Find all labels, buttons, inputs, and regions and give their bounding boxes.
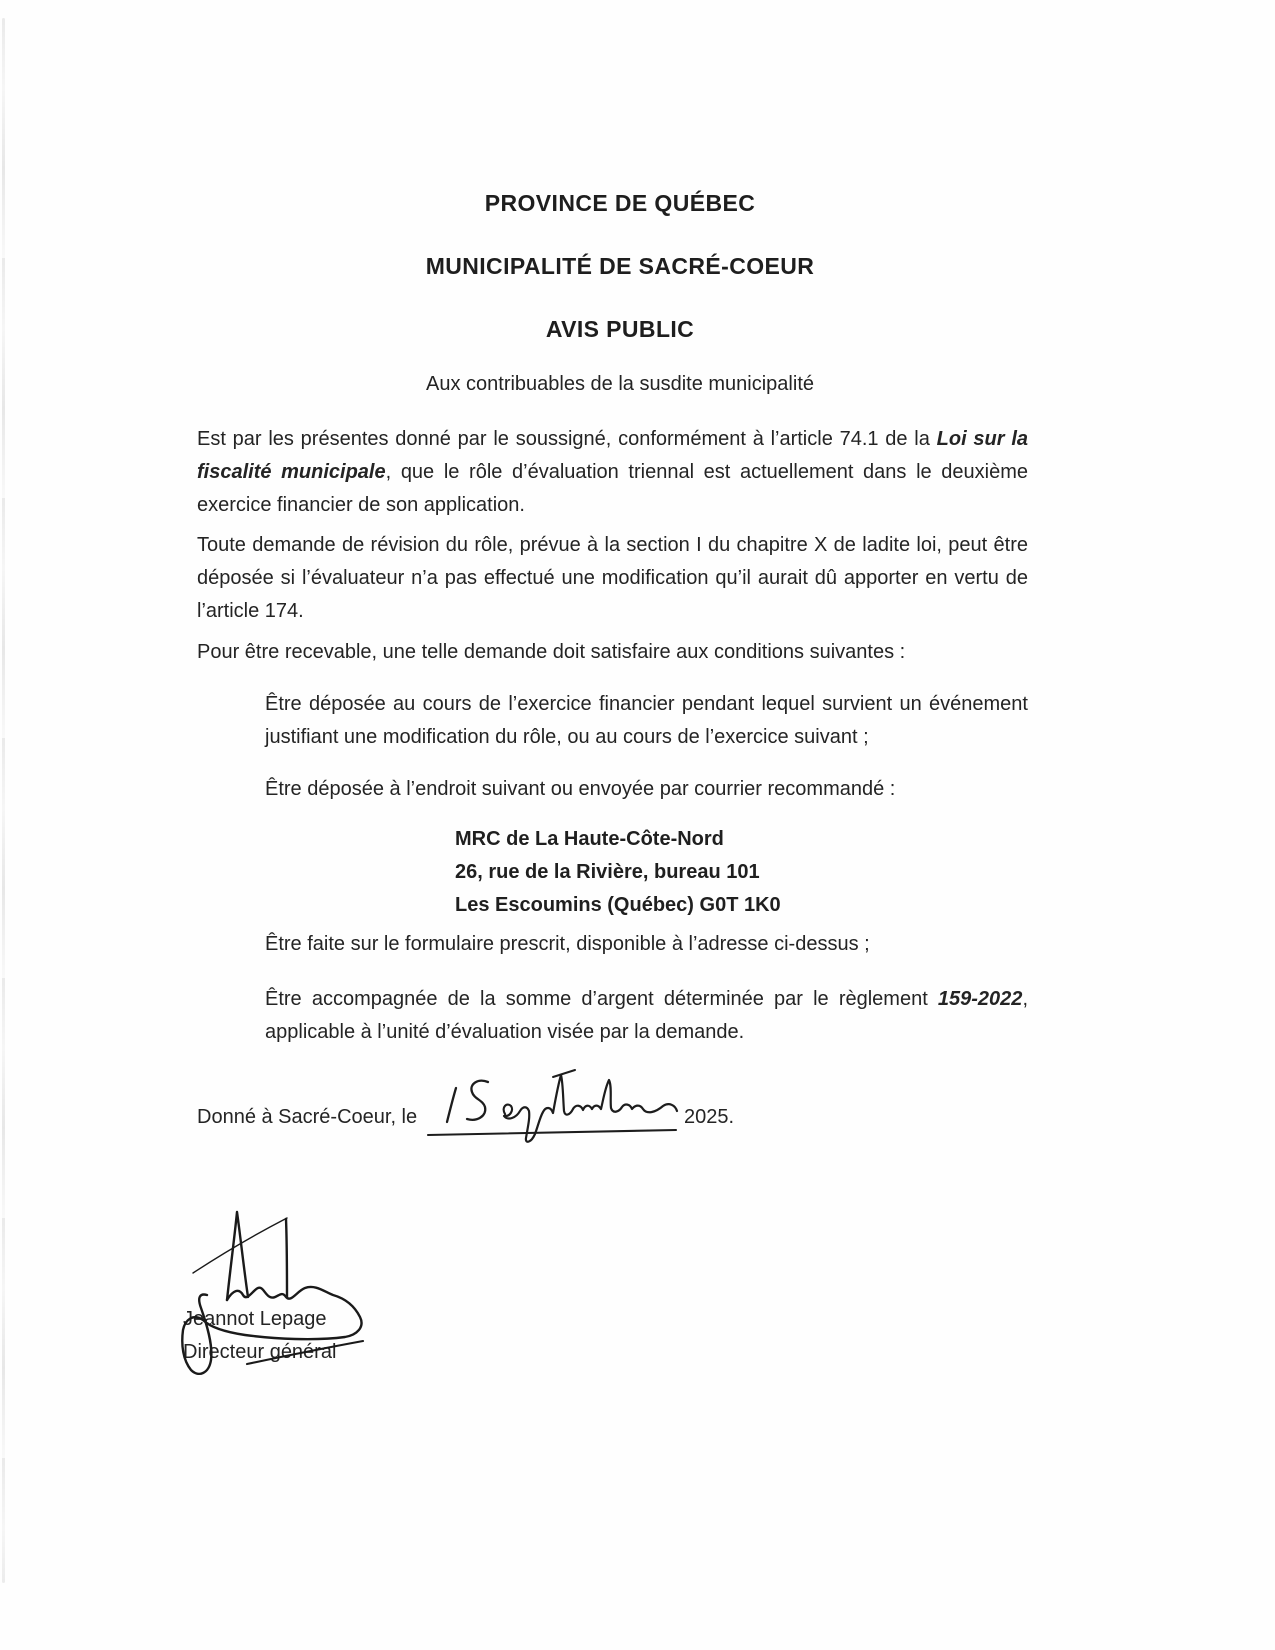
intro-text-after: , que le rôle d’évaluation triennal est actuellement dans le deuxième exercice financier de son application. (197, 461, 1029, 516)
condition-timing: Être déposée au cours de l’exercice financier pendant lequel survient un événement justifiant une modification du rôle, ou au cours de l’exercice suivant ; (265, 693, 1028, 748)
dateline-year: 2025. (684, 1106, 735, 1128)
payment-text-before: Être accompagnée de la somme d’argent déterminée par le règlement (265, 988, 938, 1010)
header-province: PROVINCE DE QUÉBEC (484, 190, 756, 216)
address-block (455, 823, 781, 922)
intro-text-before: Est par les présentes donné par le soussigné, conformément à l’article 74.1 de la (197, 428, 937, 450)
address-line-3: Les Escoumins (Québec) G0T 1K0 (455, 894, 781, 916)
signer-title: Directeur général (183, 1341, 337, 1363)
intro-law-title: Loi sur la fiscalité municipale (197, 428, 1028, 483)
signature-block (183, 1303, 336, 1369)
paragraph-revision: Toute demande de révision du rôle, prévue à la section I du chapitre X de ladite loi, peut être déposée si l’évaluateur n’a pas effectué une modification qu’il aurait dû apporter en vertu de l’article 174. (197, 534, 1028, 622)
salutation-line: Aux contribuables de la susdite municipalité (426, 373, 814, 395)
address-line-1: MRC de La Haute-Côte-Nord (455, 828, 724, 850)
handwritten-date (425, 1062, 690, 1152)
payment-regulation-number: 159-2022 (937, 988, 1023, 1010)
header-municipality: MUNICIPALITÉ DE SACRÉ-COEUR (425, 253, 815, 279)
condition-location: Être déposée à l’endroit suivant ou envoyée par courrier recommandé : (265, 778, 896, 800)
condition-form: Être faite sur le formulaire prescrit, disponible à l’adresse ci-dessus ; (265, 933, 870, 955)
paragraph-intro (197, 423, 1028, 522)
dateline-prefix: Donné à Sacré-Coeur, le (197, 1106, 418, 1128)
address-line-2: 26, rue de la Rivière, bureau 101 (455, 861, 760, 883)
scan-edge-artifact (2, 18, 5, 1583)
paragraph-conditions-intro: Pour être recevable, une telle demande doit satisfaire aux conditions suivantes : (197, 641, 906, 663)
condition-payment (265, 983, 1028, 1049)
header-notice-type: AVIS PUBLIC (545, 316, 695, 342)
signer-name: Jeannot Lepage (183, 1308, 327, 1330)
payment-text-after: , applicable à l’unité d’évaluation visée par la demande. (265, 988, 1028, 1043)
